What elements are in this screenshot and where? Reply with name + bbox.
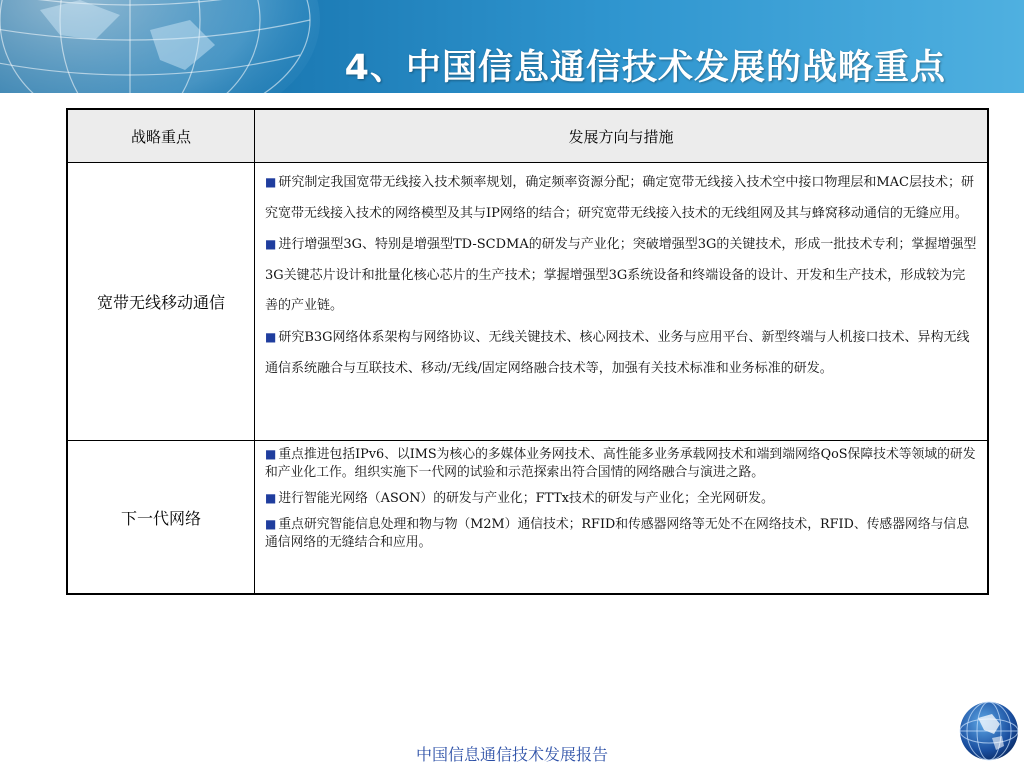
measure-item bbox=[265, 167, 977, 229]
table-header-row bbox=[67, 109, 988, 163]
footer-report-title: 中国信息通信技术发展报告 bbox=[415, 745, 608, 764]
measure-text: 研究B3G网络体系架构与网络协议、无线关键技术、核心网技术、业务与应用平台、新型终端与人机接口技术、异构无线通信系统融合与互联技术、移动/无线/固定网络融合技术等，加强有关技术标准和业务标准的研发。 bbox=[265, 329, 970, 376]
measure-item bbox=[265, 229, 977, 322]
measure-item bbox=[265, 445, 977, 482]
measure-text: 进行增强型3G、特别是增强型TD-SCDMA的研发与产业化；突破增强型3G的关键技术，形成一批技术专利；掌握增强型3G关键芯片设计和批量化核心芯片的生产技术；掌握增强型3G系统设备和终端设备的设计、开发和生产技术，形成较为完善的产业链。 bbox=[265, 237, 977, 314]
column-header-strategy: 战略重点 bbox=[67, 109, 255, 163]
square-bullet-icon: ■ bbox=[265, 237, 277, 252]
strategy-key-cell: 下一代网络 bbox=[67, 441, 255, 595]
globe-grid-icon bbox=[0, 0, 340, 93]
strategy-table bbox=[66, 108, 989, 595]
measure-text: 重点推进包括IPv6、以IMS为核心的多媒体业务网技术、高性能多业务承载网技术和端到端网络QoS保障技术等领域的研发和产业化工作。组织实施下一代网的试验和示范探索出符合国情的网络融合与演进之路。 bbox=[265, 447, 976, 480]
slide-title: 4、中国信息通信技术发展的战略重点 bbox=[344, 48, 946, 88]
measure-text: 重点研究智能信息处理和物与物（M2M）通信技术；RFID和传感器网络等无处不在网络技术，RFID、传感器网络与信息通信网络的无缝结合和应用。 bbox=[265, 517, 970, 550]
measure-text: 进行智能光网络（ASON）的研发与产业化；FTTx技术的研发与产业化；全光网研发。 bbox=[278, 491, 774, 506]
square-bullet-icon: ■ bbox=[265, 447, 277, 461]
measure-item bbox=[265, 515, 977, 552]
square-bullet-icon: ■ bbox=[265, 329, 277, 344]
square-bullet-icon: ■ bbox=[265, 175, 277, 189]
header-banner bbox=[0, 0, 1024, 93]
measures-cell bbox=[255, 163, 989, 441]
table-row bbox=[67, 163, 988, 441]
strategy-key-cell: 宽带无线移动通信 bbox=[67, 163, 255, 441]
measure-item bbox=[265, 322, 977, 384]
square-bullet-icon: ■ bbox=[265, 491, 277, 505]
column-header-measures: 发展方向与措施 bbox=[255, 109, 989, 163]
measures-cell bbox=[255, 441, 989, 595]
square-bullet-icon: ■ bbox=[265, 517, 277, 531]
measure-text: 研究制定我国宽带无线接入技术频率规划，确定频率资源分配；确定宽带无线接入技术空中接口物理层和MAC层技术；研究宽带无线接入技术的网络模型及其与IP网络的结合；研究宽带无线接入技术的无线组网及其与蜂窝移动通信的无缝应用。 bbox=[265, 175, 974, 221]
globe-logo-icon bbox=[958, 700, 1020, 762]
measure-item bbox=[265, 489, 977, 508]
table-row bbox=[67, 441, 988, 595]
